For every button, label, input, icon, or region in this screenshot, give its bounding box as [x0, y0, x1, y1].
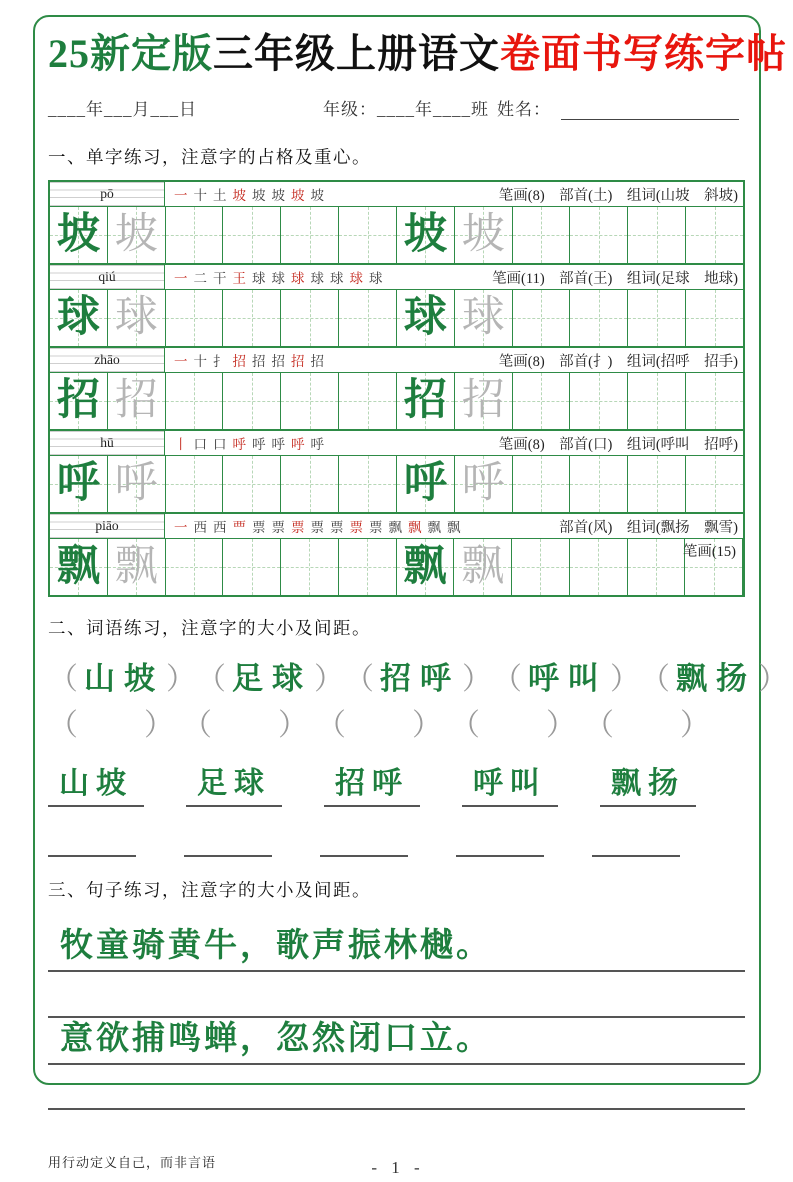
word-text: 山坡 — [84, 660, 164, 696]
row-header — [50, 348, 743, 373]
stroke-step: 球 — [330, 271, 344, 286]
trace-character-gray: 飘 — [114, 543, 158, 590]
title-subject: 卷面书写练字帖 — [500, 31, 787, 76]
practice-cell — [166, 207, 224, 263]
empty-word-line — [320, 849, 408, 857]
word-sample — [196, 653, 344, 698]
practice-cells — [50, 207, 743, 263]
word-sample — [48, 653, 196, 698]
open-paren: （ — [492, 662, 522, 696]
open-paren: （ — [450, 709, 480, 742]
practice-cell — [223, 539, 281, 595]
stroke-step: 票 — [310, 520, 324, 535]
sentence-text: 牧童骑黄牛，歌声振林樾。 — [60, 928, 492, 964]
practice-cell — [513, 456, 571, 512]
open-paren: （ — [584, 709, 614, 742]
stroke-step: 飘 — [427, 520, 441, 535]
practice-cell — [513, 290, 571, 346]
stroke-step: 票 — [291, 520, 305, 535]
practice-cell — [512, 539, 570, 595]
stroke-step: 土 — [213, 188, 227, 203]
stroke-step: 票 — [271, 520, 285, 535]
open-paren: （ — [182, 709, 212, 742]
stroke-radical-words-info: 部首(风) 组词(飘扬 飘雪) — [559, 519, 738, 536]
trace-character-gray: 球 — [461, 294, 505, 341]
stroke-step: 呼 — [252, 437, 266, 452]
close-paren: ） — [462, 662, 492, 696]
row-header — [50, 431, 743, 456]
practice-cell — [339, 456, 397, 512]
stroke-order — [165, 265, 492, 289]
word-row-samples — [48, 652, 788, 698]
practice-cell — [50, 539, 108, 595]
stroke-step: 坡 — [310, 188, 324, 203]
stroke-step: 招 — [252, 354, 266, 369]
stroke-step: 呼 — [271, 437, 285, 452]
stroke-order — [165, 182, 499, 206]
stroke-step: 十 — [193, 188, 207, 203]
practice-cell — [455, 373, 513, 429]
trace-character-gray: 球 — [114, 294, 158, 341]
stroke-step: 扌 — [213, 354, 227, 369]
pinyin-box — [50, 348, 165, 372]
pinyin-label: piāo — [95, 518, 119, 533]
stroke-order — [165, 514, 559, 538]
stroke-step: 口 — [213, 437, 227, 452]
close-paren: ） — [758, 662, 788, 696]
model-character-green: 飘 — [403, 543, 447, 590]
empty-word-line — [456, 849, 544, 857]
pinyin-box — [50, 265, 165, 289]
stroke-step: 一 — [174, 354, 188, 369]
practice-cell — [686, 456, 743, 512]
empty-word-line — [592, 849, 680, 857]
stroke-order — [165, 348, 499, 372]
word-on-line: 招呼 — [324, 758, 420, 807]
practice-cell — [108, 539, 166, 595]
practice-cell — [628, 373, 686, 429]
practice-cell — [50, 373, 108, 429]
pinyin-box — [50, 431, 165, 455]
stroke-step: 西 — [193, 520, 207, 535]
grade-blanks: 年级：____年____班 — [323, 100, 489, 119]
practice-cell — [108, 373, 166, 429]
practice-cell — [108, 456, 166, 512]
character-row — [50, 265, 743, 348]
practice-cell — [455, 290, 513, 346]
trace-character-gray: 招 — [461, 377, 505, 424]
practice-cell — [223, 207, 281, 263]
model-character-green: 球 — [56, 294, 100, 341]
model-character-green: 球 — [403, 294, 447, 341]
open-paren: （ — [196, 662, 226, 696]
practice-cell — [397, 373, 455, 429]
practice-cell — [570, 456, 628, 512]
model-character-green: 招 — [56, 377, 100, 424]
practice-cell — [397, 539, 455, 595]
stroke-step: 飘 — [408, 520, 422, 535]
row-header — [50, 265, 743, 290]
model-character-green: 坡 — [403, 211, 447, 258]
trace-character-gray: 飘 — [461, 543, 505, 590]
stroke-step: 票 — [330, 520, 344, 535]
model-character-green: 呼 — [56, 460, 100, 507]
practice-cell — [166, 456, 224, 512]
close-paren: ） — [412, 709, 442, 742]
practice-cell — [628, 539, 686, 595]
open-paren: （ — [48, 709, 78, 742]
practice-cell — [397, 207, 455, 263]
word-on-line: 山坡 — [48, 758, 144, 807]
sentence-empty-line-2 — [48, 1065, 745, 1110]
word-blank — [182, 700, 308, 744]
open-paren: （ — [344, 662, 374, 696]
title-grade: 三年级上册语文 — [213, 31, 500, 76]
pinyin-label: hū — [100, 435, 114, 450]
date-blanks: ____年___月___日 — [48, 100, 197, 119]
page-title — [48, 22, 787, 79]
practice-cell — [570, 539, 628, 595]
open-paren: （ — [316, 709, 346, 742]
practice-cells — [50, 373, 743, 429]
empty-word-line — [184, 849, 272, 857]
practice-cell — [281, 456, 339, 512]
practice-cell — [166, 373, 224, 429]
stroke-step: 丨 — [174, 437, 188, 452]
practice-cell — [570, 290, 628, 346]
row-header — [50, 514, 743, 539]
close-paren: ） — [314, 662, 344, 696]
model-character-green: 呼 — [403, 460, 447, 507]
stroke-step: 球 — [271, 271, 285, 286]
practice-cell — [50, 456, 108, 512]
practice-cell — [166, 290, 224, 346]
practice-cell — [455, 207, 513, 263]
stroke-step: 十 — [193, 354, 207, 369]
practice-cell — [223, 290, 281, 346]
stroke-step: 呼 — [232, 437, 246, 452]
trace-character-gray: 呼 — [461, 460, 505, 507]
practice-cell — [686, 207, 743, 263]
practice-cell — [50, 207, 108, 263]
stroke-step: 二 — [193, 271, 207, 286]
practice-cell — [339, 290, 397, 346]
pinyin-label: qiú — [98, 269, 116, 284]
stroke-step: 球 — [310, 271, 324, 286]
stroke-step: 一 — [174, 188, 188, 203]
page-footer — [48, 1148, 748, 1182]
stroke-radical-words-info: 笔画(8) 部首(口) 组词(呼叫 招呼) — [498, 436, 738, 453]
character-row — [50, 348, 743, 431]
practice-cell — [570, 373, 628, 429]
trace-character-gray: 坡 — [461, 211, 505, 258]
stroke-step: 票 — [349, 520, 363, 535]
practice-cells — [50, 539, 743, 595]
stroke-step: 球 — [369, 271, 383, 286]
character-grid — [48, 180, 745, 597]
stroke-step: 飘 — [447, 520, 461, 535]
word-row-underlined — [48, 758, 696, 807]
model-character-green: 坡 — [56, 211, 100, 258]
practice-cell — [686, 373, 743, 429]
stroke-step: 球 — [349, 271, 363, 286]
stroke-step: 招 — [232, 354, 246, 369]
name-label: 姓名： — [497, 100, 551, 119]
word-blank — [48, 700, 174, 744]
word-blank — [450, 700, 576, 744]
title-edition: 25新定版 — [48, 31, 213, 76]
stroke-step: 球 — [291, 271, 305, 286]
practice-cell — [397, 456, 455, 512]
word-blank — [316, 700, 442, 744]
pinyin-box — [50, 182, 165, 206]
stroke-step: 坡 — [291, 188, 305, 203]
empty-word-line — [48, 849, 136, 857]
open-paren: （ — [640, 662, 670, 696]
word-row-empty-parens — [48, 702, 710, 742]
stroke-step: 王 — [232, 271, 246, 286]
trace-character-gray: 招 — [114, 377, 158, 424]
close-paren: ） — [278, 709, 308, 742]
practice-cell — [570, 207, 628, 263]
sentence-practice — [48, 912, 745, 1110]
model-character-green: 招 — [403, 377, 447, 424]
stroke-step: 招 — [291, 354, 305, 369]
practice-cell — [223, 373, 281, 429]
name-blank-line — [561, 98, 739, 120]
practice-cell — [628, 290, 686, 346]
pinyin-box — [50, 514, 165, 538]
stroke-step: 飘 — [388, 520, 402, 535]
row-header — [50, 182, 743, 207]
practice-cell — [339, 207, 397, 263]
open-paren: （ — [48, 662, 78, 696]
stroke-step: 票 — [252, 520, 266, 535]
close-paren: ） — [680, 709, 710, 742]
stroke-step: 呼 — [310, 437, 324, 452]
word-text: 足球 — [232, 660, 312, 696]
practice-cell — [281, 539, 339, 595]
practice-cell — [628, 456, 686, 512]
model-character-green: 飘 — [56, 543, 100, 590]
practice-cells — [50, 290, 743, 346]
stroke-radical-words-info: 笔画(8) 部首(扌) 组词(招呼 招手) — [498, 353, 738, 370]
stroke-step: 票 — [369, 520, 383, 535]
practice-cell — [454, 539, 512, 595]
page-number: - 1 - — [371, 1158, 425, 1177]
section1-heading: 一、单字练习，注意字的占格及重心。 — [48, 147, 371, 167]
practice-cell — [397, 290, 455, 346]
stroke-step: 坡 — [232, 188, 246, 203]
close-paren: ） — [546, 709, 576, 742]
word-sample — [344, 653, 492, 698]
practice-cell — [281, 290, 339, 346]
word-on-line: 足球 — [186, 758, 282, 807]
character-row — [50, 514, 743, 595]
practice-cell — [223, 456, 281, 512]
character-row — [50, 431, 743, 514]
pinyin-label: pō — [100, 186, 114, 201]
close-paren: ） — [144, 709, 174, 742]
practice-cell — [686, 290, 743, 346]
stroke-step: 覀 — [232, 520, 246, 535]
stroke-step: 呼 — [291, 437, 305, 452]
stroke-step: 一 — [174, 520, 188, 535]
practice-cell — [108, 207, 166, 263]
practice-cell — [455, 456, 513, 512]
stroke-step: 西 — [213, 520, 227, 535]
trace-character-gray: 坡 — [114, 211, 158, 258]
trace-character-gray: 呼 — [114, 460, 158, 507]
practice-cell — [166, 539, 224, 595]
close-paren: ） — [166, 662, 196, 696]
word-row-empty-lines — [48, 849, 680, 857]
stroke-step: 一 — [174, 271, 188, 286]
word-text: 招呼 — [380, 660, 460, 696]
practice-cell — [513, 207, 571, 263]
stroke-order — [165, 431, 499, 455]
stroke-step: 坡 — [252, 188, 266, 203]
practice-cell — [281, 373, 339, 429]
stroke-step: 招 — [271, 354, 285, 369]
practice-cell — [339, 539, 397, 595]
stroke-step: 坡 — [271, 188, 285, 203]
practice-cell — [50, 290, 108, 346]
word-text: 飘扬 — [676, 660, 756, 696]
practice-cell — [281, 207, 339, 263]
footer-motto: 用行动定义自己，而非言语 — [48, 1155, 217, 1170]
stroke-step: 干 — [213, 271, 227, 286]
section2-heading: 二、词语练习，注意字的大小及间距。 — [48, 618, 371, 638]
word-sample — [640, 653, 788, 698]
practice-cell — [339, 373, 397, 429]
stroke-radical-words-info: 笔画(11) 部首(王) 组词(足球 地球) — [492, 270, 738, 287]
practice-cells — [50, 456, 743, 512]
close-paren: ） — [610, 662, 640, 696]
meta-line — [48, 95, 748, 120]
worksheet — [48, 22, 788, 1182]
sentence-line-1 — [48, 912, 745, 972]
stroke-step: 口 — [193, 437, 207, 452]
practice-cell — [513, 373, 571, 429]
stroke-step: 球 — [252, 271, 266, 286]
practice-cell — [628, 207, 686, 263]
sentence-line-2 — [48, 1018, 745, 1065]
sentence-text: 意欲捕鸣蝉，忽然闭口立。 — [60, 1021, 492, 1057]
stroke-radical-words-info: 笔画(8) 部首(土) 组词(山坡 斜坡) — [498, 187, 738, 204]
section3-heading: 三、句子练习，注意字的大小及间距。 — [48, 880, 371, 900]
practice-cell — [108, 290, 166, 346]
word-sample — [492, 653, 640, 698]
word-on-line: 呼叫 — [462, 758, 558, 807]
character-row — [50, 182, 743, 265]
word-on-line: 飘扬 — [600, 758, 696, 807]
stroke-step: 招 — [310, 354, 324, 369]
stroke-count-label: 笔画(15) — [682, 544, 736, 560]
word-text: 呼叫 — [528, 660, 608, 696]
pinyin-label: zhāo — [94, 352, 120, 367]
word-blank — [584, 700, 710, 744]
